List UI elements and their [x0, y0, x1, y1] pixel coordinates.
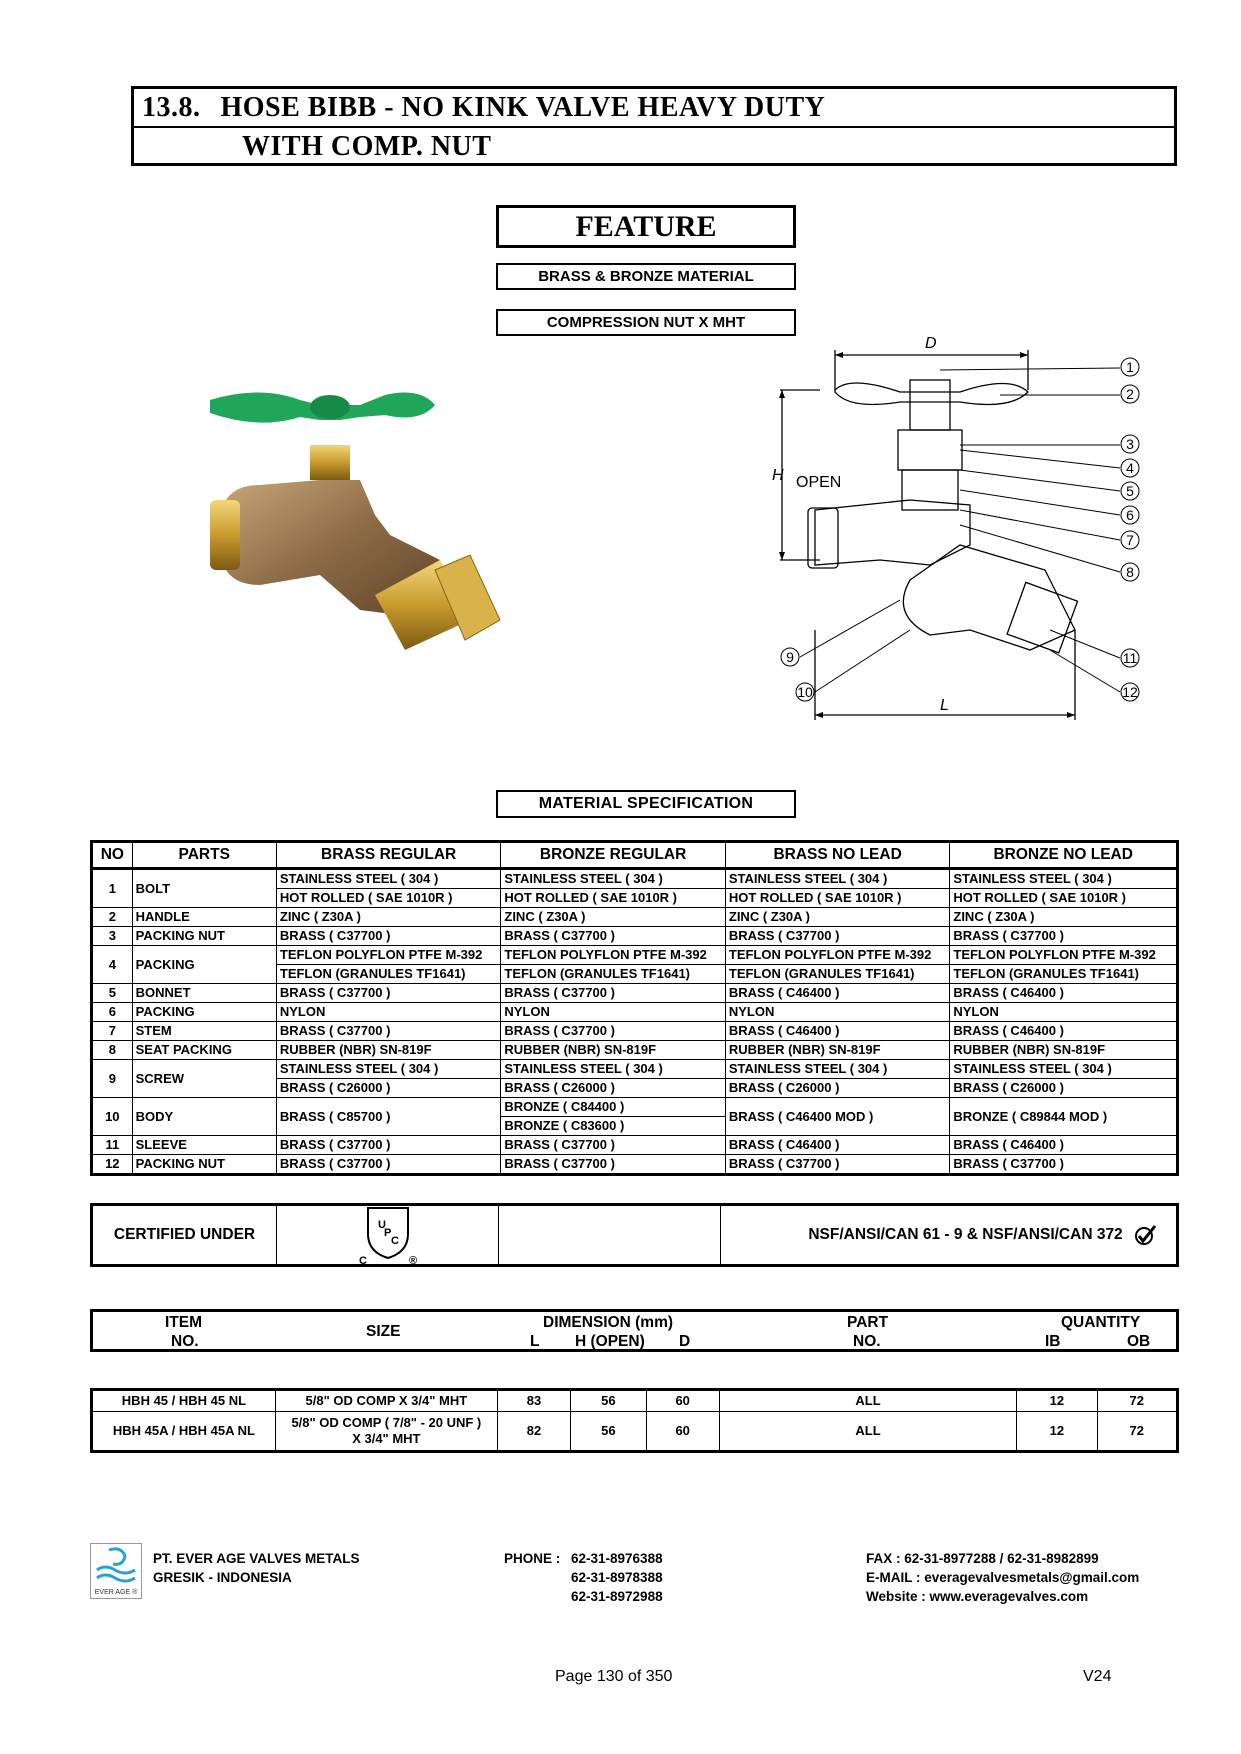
material-cell: BRONZE ( C84400 ): [501, 1098, 726, 1117]
material-cell: BRASS ( C37700 ): [276, 1136, 501, 1155]
size-line: X 3/4" MHT: [352, 1431, 421, 1446]
material-cell: STAINLESS STEEL ( 304 ): [725, 1060, 950, 1079]
callout: 5: [1126, 483, 1134, 499]
material-cell: BRASS ( C46400 ): [725, 1136, 950, 1155]
material-cell: TEFLON POLYFLON PTFE M-392: [950, 946, 1178, 965]
material-cell: TEFLON (GRANULES TF1641): [950, 965, 1178, 984]
company-logo: [90, 1543, 142, 1599]
material-cell: STAINLESS STEEL ( 304 ): [501, 869, 726, 889]
material-cell: RUBBER (NBR) SN-819F: [950, 1041, 1178, 1060]
upc-letter: P: [383, 1227, 391, 1239]
part-number: 1: [92, 869, 133, 908]
certified-label: CERTIFIED UNDER: [93, 1206, 277, 1264]
dimension-header-title: DIMENSION (mm): [543, 1314, 674, 1331]
product-photo: [200, 385, 520, 685]
material-cell: BRASS ( C46400 ): [950, 984, 1178, 1003]
ob-header: OB: [1127, 1333, 1151, 1350]
phone-number: 62-31-8972988: [571, 1589, 663, 1604]
callout: 3: [1126, 436, 1134, 452]
nsf-standard-cell: [721, 1206, 1176, 1264]
table-row: [92, 1022, 1178, 1041]
callout: 1: [1126, 359, 1134, 375]
certification-empty-cell: [499, 1206, 721, 1264]
material-cell: ZINC ( Z30A ): [950, 908, 1178, 927]
upc-registered-mark: ®: [408, 1255, 417, 1266]
material-cell: NYLON: [276, 1003, 501, 1022]
part-name: BOLT: [132, 869, 276, 908]
title-line-2: WITH COMP. NUT: [242, 130, 492, 162]
dim-h: 56: [571, 1412, 646, 1452]
part-name: HANDLE: [132, 908, 276, 927]
material-cell: BRASS ( C37700 ): [501, 1155, 726, 1175]
dimension-label-h: H: [772, 467, 784, 484]
callout: 12: [1122, 684, 1138, 700]
upc-letter: U: [377, 1219, 386, 1231]
material-cell: HOT ROLLED ( SAE 1010R ): [950, 889, 1178, 908]
feature-heading: FEATURE: [496, 205, 796, 248]
part-number: 12: [92, 1155, 133, 1175]
company-name: PT. EVER AGE VALVES METALS: [153, 1551, 360, 1566]
material-cell: STAINLESS STEEL ( 304 ): [276, 1060, 501, 1079]
qty-ib: 12: [1017, 1412, 1097, 1452]
part-number: 6: [92, 1003, 133, 1022]
section-number: 13.8.: [142, 91, 201, 123]
part-name: SCREW: [132, 1060, 276, 1098]
part-name: PACKING NUT: [132, 927, 276, 946]
dimension-table: [90, 1388, 1179, 1453]
material-cell: ZINC ( Z30A ): [725, 908, 950, 927]
technical-drawing: [760, 330, 1160, 740]
table-row: [92, 1098, 1178, 1117]
table-row: [92, 1155, 1178, 1175]
material-cell: BRASS ( C37700 ): [950, 927, 1178, 946]
material-cell: BRASS ( C26000 ): [276, 1079, 501, 1098]
material-cell: HOT ROLLED ( SAE 1010R ): [276, 889, 501, 908]
part-name: PACKING: [132, 1003, 276, 1022]
material-cell: BRASS ( C37700 ): [276, 1155, 501, 1175]
material-cell: BRASS ( C37700 ): [950, 1155, 1178, 1175]
upc-letter: C: [390, 1235, 399, 1247]
material-cell: STAINLESS STEEL ( 304 ): [950, 869, 1178, 889]
part-number: 4: [92, 946, 133, 984]
material-cell: TEFLON POLYFLON PTFE M-392: [276, 946, 501, 965]
item-header: ITEM: [165, 1314, 203, 1331]
callout: 2: [1126, 386, 1134, 402]
part-name: PACKING: [132, 946, 276, 984]
material-spec-heading: MATERIAL SPECIFICATION: [496, 790, 796, 818]
company-location: GRESIK - INDONESIA: [153, 1570, 292, 1585]
material-cell: ZINC ( Z30A ): [276, 908, 501, 927]
version: V24: [1083, 1668, 1112, 1685]
material-cell: BRASS ( C37700 ): [501, 1022, 726, 1041]
column-header: BRONZE REGULAR: [501, 842, 726, 869]
material-cell: BRONZE ( C83600 ): [501, 1117, 726, 1136]
size-header: SIZE: [366, 1323, 401, 1340]
material-cell: BRASS ( C26000 ): [725, 1079, 950, 1098]
part-number: 5: [92, 984, 133, 1003]
callout: 11: [1122, 650, 1138, 666]
table-row: [92, 946, 1178, 965]
page-number: Page 130 of 350: [555, 1668, 673, 1685]
material-cell: BRASS ( C85700 ): [276, 1098, 501, 1136]
part-name: BODY: [132, 1098, 276, 1136]
callout: 9: [786, 649, 794, 665]
callout: 8: [1126, 564, 1134, 580]
material-cell: BRASS ( C37700 ): [276, 1022, 501, 1041]
material-cell: BRONZE ( C89844 MOD ): [950, 1098, 1178, 1136]
phone-label: PHONE :: [504, 1551, 561, 1566]
table-row: [92, 984, 1178, 1003]
part-number: 7: [92, 1022, 133, 1041]
title-line-1: [134, 89, 1174, 128]
part-name: STEM: [132, 1022, 276, 1041]
wave-logo-icon: [91, 1544, 141, 1584]
material-cell: NYLON: [950, 1003, 1178, 1022]
material-cell: BRASS ( C37700 ): [501, 1136, 726, 1155]
table-row: [92, 869, 1178, 889]
dim-d: 60: [646, 1390, 719, 1412]
material-cell: BRASS ( C26000 ): [501, 1079, 726, 1098]
dimension-label-l: L: [940, 697, 949, 714]
material-cell: HOT ROLLED ( SAE 1010R ): [725, 889, 950, 908]
certification-row: [90, 1203, 1179, 1267]
callout: 7: [1126, 532, 1134, 548]
part-number: 10: [92, 1098, 133, 1136]
section-title: HOSE BIBB - NO KINK VALVE HEAVY DUTY: [220, 91, 826, 123]
dimension-label-d: D: [925, 335, 937, 352]
material-cell: BRASS ( C37700 ): [725, 927, 950, 946]
material-cell: ZINC ( Z30A ): [501, 908, 726, 927]
phone-number: 62-31-8976388: [571, 1551, 663, 1566]
quantity-header: QUANTITY: [1061, 1314, 1141, 1331]
callout: 10: [797, 684, 813, 700]
feature-item: BRASS & BRONZE MATERIAL: [496, 263, 796, 290]
dim-l: 83: [497, 1390, 570, 1412]
phone-number: 62-31-8978388: [571, 1570, 663, 1585]
l-header: L: [530, 1333, 540, 1350]
qty-ob: 72: [1097, 1412, 1177, 1452]
part-no: ALL: [719, 1390, 1016, 1412]
dim-l: 82: [497, 1412, 570, 1452]
column-header: BRONZE NO LEAD: [950, 842, 1178, 869]
material-cell: NYLON: [725, 1003, 950, 1022]
dimension-header: [90, 1309, 1179, 1352]
upc-logo-cell: [277, 1206, 499, 1264]
material-cell: BRASS ( C37700 ): [276, 927, 501, 946]
material-cell: BRASS ( C46400 ): [950, 1136, 1178, 1155]
size: 5/8" OD COMP X 3/4" MHT: [275, 1390, 497, 1412]
material-cell: BRASS ( C46400 ): [950, 1022, 1178, 1041]
material-spec-table: [90, 840, 1179, 1176]
dimension-row: [92, 1412, 1178, 1452]
dim-h: 56: [571, 1390, 646, 1412]
item-no: HBH 45A / HBH 45A NL: [92, 1412, 276, 1452]
material-cell: STAINLESS STEEL ( 304 ): [276, 869, 501, 889]
material-cell: TEFLON (GRANULES TF1641): [501, 965, 726, 984]
email: E-MAIL : everagevalvesmetals@gmail.com: [866, 1570, 1140, 1585]
column-header: BRASS NO LEAD: [725, 842, 950, 869]
material-cell: STAINLESS STEEL ( 304 ): [950, 1060, 1178, 1079]
website: Website : www.everagevalves.com: [866, 1589, 1089, 1604]
material-cell: RUBBER (NBR) SN-819F: [276, 1041, 501, 1060]
open-label: OPEN: [796, 474, 842, 491]
part-name: BONNET: [132, 984, 276, 1003]
item-no-header: NO.: [171, 1333, 199, 1350]
qty-ob: 72: [1097, 1390, 1177, 1412]
callout: 4: [1126, 460, 1134, 476]
table-row: [92, 1003, 1178, 1022]
size: [275, 1412, 497, 1452]
item-no: HBH 45 / HBH 45 NL: [92, 1390, 276, 1412]
fax: FAX : 62-31-8977288 / 62-31-8982899: [866, 1551, 1099, 1566]
qty-ib: 12: [1017, 1390, 1097, 1412]
material-cell: TEFLON POLYFLON PTFE M-392: [501, 946, 726, 965]
material-cell: BRASS ( C26000 ): [950, 1079, 1178, 1098]
material-cell: RUBBER (NBR) SN-819F: [501, 1041, 726, 1060]
material-cell: BRASS ( C37700 ): [501, 984, 726, 1003]
part-name: PACKING NUT: [132, 1155, 276, 1175]
logo-text: EVER AGE ®: [94, 1589, 138, 1596]
column-header: PARTS: [132, 842, 276, 869]
d-header: D: [679, 1333, 691, 1350]
part-number: 8: [92, 1041, 133, 1060]
column-header: BRASS REGULAR: [276, 842, 501, 869]
feature-item: COMPRESSION NUT X MHT: [496, 309, 796, 336]
part-number: 11: [92, 1136, 133, 1155]
part-name: SEAT PACKING: [132, 1041, 276, 1060]
material-cell: HOT ROLLED ( SAE 1010R ): [501, 889, 726, 908]
ib-header: IB: [1045, 1333, 1061, 1350]
column-header: NO: [92, 842, 133, 869]
part-number: 2: [92, 908, 133, 927]
h-header: H (OPEN): [575, 1333, 645, 1350]
material-cell: STAINLESS STEEL ( 304 ): [501, 1060, 726, 1079]
part-no-header: NO.: [853, 1333, 881, 1350]
callout: 6: [1126, 507, 1134, 523]
material-cell: BRASS ( C46400 ): [725, 1022, 950, 1041]
nsf-standard: NSF/ANSI/CAN 61 - 9 & NSF/ANSI/CAN 372: [808, 1226, 1123, 1243]
title-box: [131, 86, 1177, 166]
table-row: [92, 1060, 1178, 1079]
material-cell: RUBBER (NBR) SN-819F: [725, 1041, 950, 1060]
dimension-row: [92, 1390, 1178, 1412]
material-cell: BRASS ( C46400 MOD ): [725, 1098, 950, 1136]
material-cell: TEFLON POLYFLON PTFE M-392: [725, 946, 950, 965]
upc-c-mark: C: [358, 1255, 367, 1266]
material-cell: BRASS ( C46400 ): [725, 984, 950, 1003]
upc-logo-icon: [353, 1204, 423, 1266]
material-cell: TEFLON (GRANULES TF1641): [276, 965, 501, 984]
table-row: [92, 1041, 1178, 1060]
table-header-row: [92, 842, 1178, 869]
material-cell: TEFLON (GRANULES TF1641): [725, 965, 950, 984]
size-line: 5/8" OD COMP ( 7/8" - 20 UNF ): [291, 1415, 482, 1430]
part-number: 3: [92, 927, 133, 946]
table-row: [92, 908, 1178, 927]
part-header: PART: [847, 1314, 889, 1331]
part-number: 9: [92, 1060, 133, 1098]
check-icon: [1133, 1223, 1159, 1247]
part-name: SLEEVE: [132, 1136, 276, 1155]
material-cell: BRASS ( C37700 ): [501, 927, 726, 946]
table-row: [92, 1136, 1178, 1155]
material-cell: BRASS ( C37700 ): [725, 1155, 950, 1175]
dim-d: 60: [646, 1412, 719, 1452]
part-no: ALL: [719, 1412, 1016, 1452]
table-row: [92, 927, 1178, 946]
material-cell: BRASS ( C37700 ): [276, 984, 501, 1003]
material-cell: STAINLESS STEEL ( 304 ): [725, 869, 950, 889]
material-cell: NYLON: [501, 1003, 726, 1022]
